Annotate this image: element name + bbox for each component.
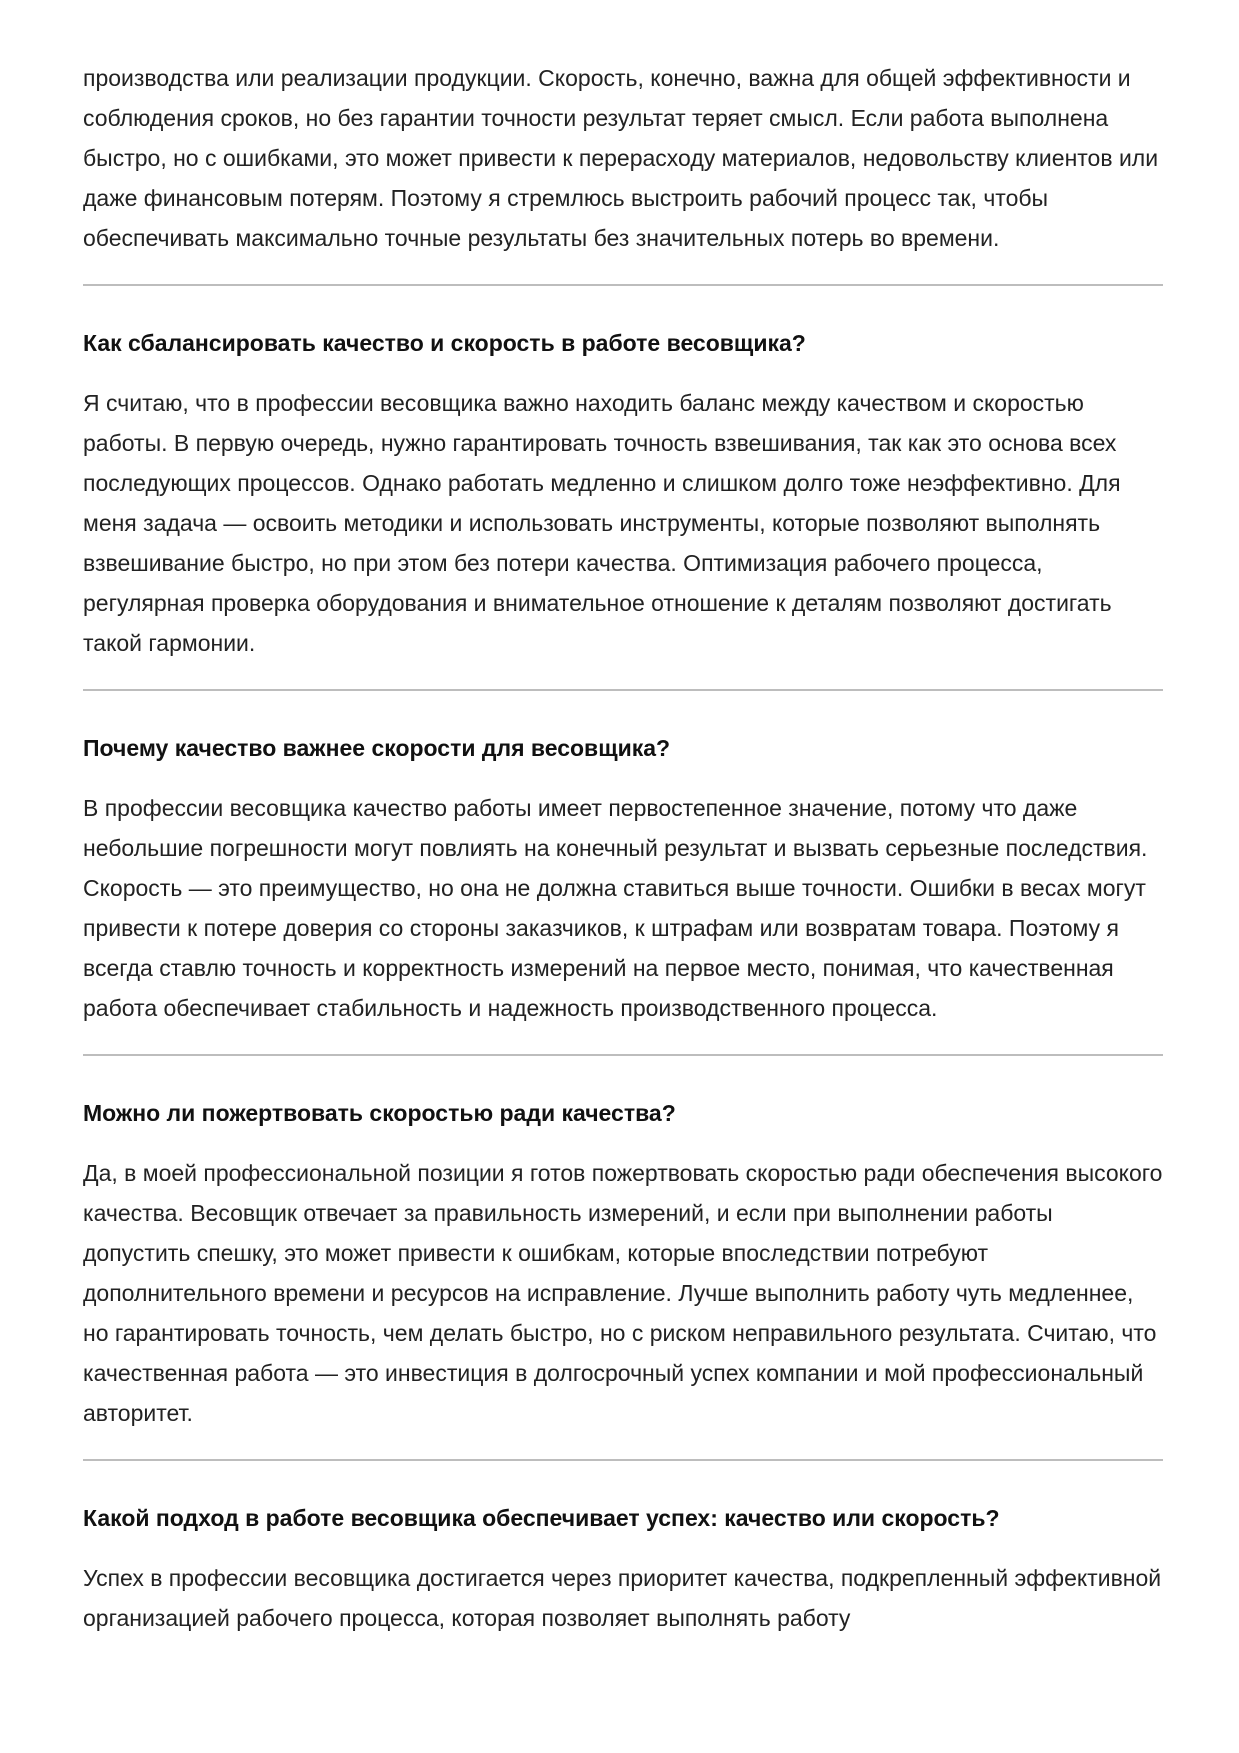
section-heading: Можно ли пожертвовать скоростью ради качества? [83, 1100, 676, 1126]
section-paragraph: Я считаю, что в профессии весовщика важно находить баланс между качеством и скоростью работы. В первую очередь, нужно гарантировать точность взвешивания, так как это основа всех последующих процессов. Однако работать медленно и слишком долго тоже неэффективно. Для меня задача — освоить методики и использовать инструменты, которые позволяют выполнять взвешивание быстро, но при этом без потери качества. Оптимизация рабочего процесса, регулярная проверка оборудования и внимательное отношение к деталям позволяют достигать такой гармонии. [83, 390, 1121, 656]
section-divider [83, 1054, 1163, 1056]
intro-paragraph: производства или реализации продукции. Скорость, конечно, важна для общей эффективности и соблюдения сроков, но без гарантии точности результат теряет смысл. Если работа выполнена быстро, но с ошибками, это может привести к перерасходу материалов, недовольству клиентов или даже финансовым потерям. Поэтому я стремлюсь выстроить рабочий процесс так, чтобы обеспечивать максимально точные результаты без значительных потерь во времени. [83, 65, 1159, 251]
section-paragraph: Да, в моей профессиональной позиции я готов пожертвовать скоростью ради обеспечения высокого качества. Весовщик отвечает за правильность измерений, и если при выполнении работы допустить спешку, это может привести к ошибкам, которые впоследствии потребуют дополнительного времени и ресурсов на исправление. Лучше выполнить работу чуть медленнее, но гарантировать точность, чем делать быстро, но с риском неправильного результата. Считаю, что качественная работа — это инвестиция в долгосрочный успех компании и мой профессиональный авторитет. [83, 1160, 1163, 1426]
section-divider [83, 284, 1163, 286]
document-page [83, 58, 1163, 1638]
section-paragraph: Успех в профессии весовщика достигается через приоритет качества, подкрепленный эффективной организацией рабочего процесса, которая позволяет выполнять работу [83, 1565, 1162, 1631]
faq-section-quality-priority [83, 728, 1163, 1028]
section-divider [83, 689, 1163, 691]
section-heading: Как сбалансировать качество и скорость в работе весовщика? [83, 330, 806, 356]
faq-section-balance [83, 323, 1163, 663]
faq-section-success-approach [83, 1498, 1163, 1638]
section-paragraph: В профессии весовщика качество работы имеет первостепенное значение, потому что даже небольшие погрешности могут повлиять на конечный результат и вызвать серьезные последствия. Скорость — это преимущество, но она не должна ставиться выше точности. Ошибки в весах могут привести к потере доверия со стороны заказчиков, к штрафам или возвратам товара. Поэтому я всегда ставлю точность и корректность измерений на первое место, понимая, что качественная работа обеспечивает стабильность и надежность производственного процесса. [83, 795, 1148, 1021]
section-heading: Почему качество важнее скорости для весовщика? [83, 735, 671, 761]
section-divider [83, 1459, 1163, 1461]
section-heading: Какой подход в работе весовщика обеспечивает успех: качество или скорость? [83, 1505, 1000, 1531]
faq-section-sacrifice-speed [83, 1093, 1163, 1433]
